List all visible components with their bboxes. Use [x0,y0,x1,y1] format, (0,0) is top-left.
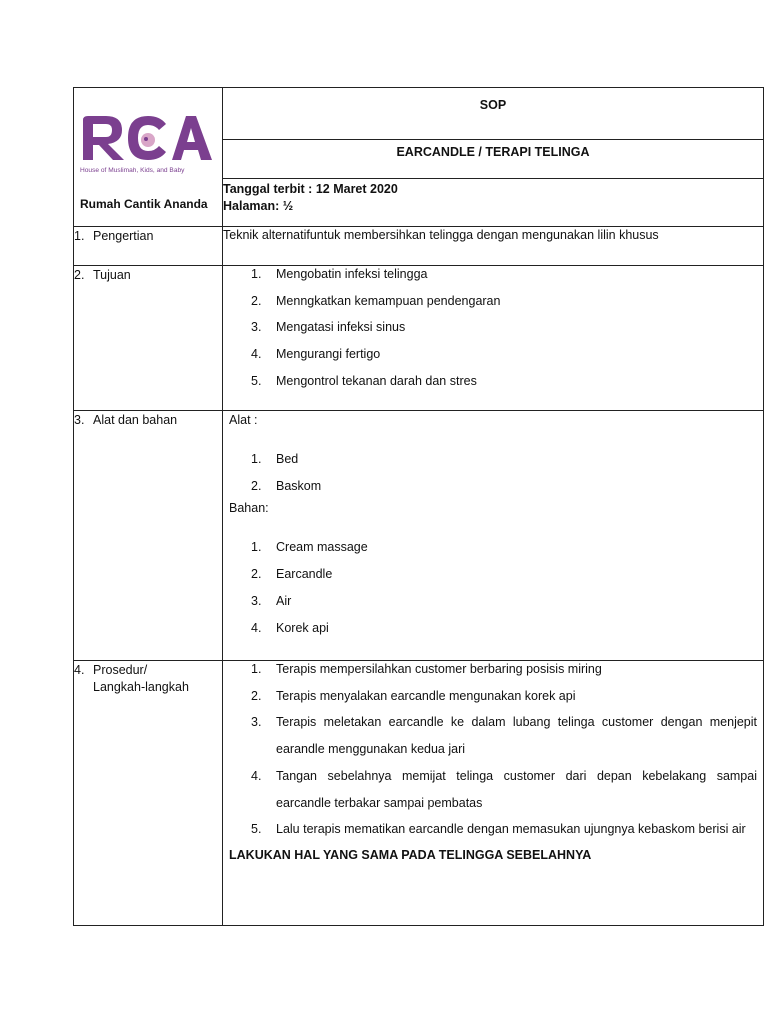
list-item: 4. Korek api [251,620,329,635]
sop-table [73,87,764,926]
pengertian-text: Teknik alternatifuntuk membersihkan telingga dengan mengunakan lilin khusus [223,227,764,266]
final-note: LAKUKAN HAL YANG SAMA PADA TELINGGA SEBELAHNYA [229,847,592,862]
organization-name: Rumah Cantik Ananda [80,197,208,211]
section-pengertian [74,227,764,266]
alat-list [223,446,763,499]
section-tujuan [74,266,764,411]
section-label [74,227,223,266]
document-subtitle: EARCANDLE / TERAPI TELINGA [223,139,764,179]
list-item: 1. Mengobatin infeksi telingga [251,267,428,281]
list-item: 1. Bed [251,452,299,466]
section-number: 4. [74,663,85,677]
section-number: 1. [74,229,85,243]
step-item: 1. Terapis mempersilahkan customer berbaring posisis miring [251,662,602,676]
list-item: 2. Menngkatkan kemampuan pendengaran [251,293,501,308]
tujuan-content [223,266,764,411]
section-alat-bahan [74,411,764,661]
tujuan-list [223,261,763,395]
prosedur-steps [223,656,763,843]
list-item: 5. Mengontrol tekanan darah dan stres [251,373,477,388]
section-prosedur [74,661,764,926]
step-item: 4. Tangan sebelahnya memijat telinga customer dari depan kebelakang sampai earcandle terbakar sampai pembatas [251,768,757,810]
rca-logo [80,110,216,177]
prosedur-content [223,661,764,926]
section-title: Pengertian [93,229,154,243]
step-item: 5. Lalu terapis mematikan earcandle dengan memasukan ujungnya kebaskom berisi air [251,822,746,837]
list-item: 4. Mengurangi fertigo [251,347,381,362]
list-item: 1. Cream massage [251,540,368,555]
list-item: 3. Air [251,593,292,608]
svg-text:House of Muslimah, Kids, and B: House of Muslimah, Kids, and Baby [80,167,185,174]
section-label [74,266,223,411]
page-indicator: Halaman: ½ [223,199,294,214]
document-meta [223,179,764,227]
list-item: 3. Mengatasi infeksi sinus [251,320,406,335]
section-title: Alat dan bahan [93,413,178,427]
section-number: 3. [74,413,85,427]
alat-bahan-content [223,411,764,661]
date-issued: Tanggal terbit : 12 Maret 2020 [223,182,398,197]
section-title: Tujuan [93,268,131,282]
section-label [74,411,223,661]
section-number: 2. [74,268,85,282]
section-label [74,661,223,926]
alat-heading: Alat : [229,413,258,427]
logo-cell [74,88,223,227]
rca-logo-icon [80,110,216,174]
step-item: 3. Terapis meletakan earcandle ke dalam lubang telinga customer dengan menjepit earandle menggunakan kedua jari [251,715,757,757]
document-title: SOP [223,88,764,140]
bahan-heading: Bahan: [229,501,269,516]
bahan-list [223,534,763,641]
step-item: 2. Terapis menyalakan earcandle mengunakan korek api [251,688,576,703]
section-title-continued: Langkah-langkah [93,680,189,694]
list-item: 2. Earcandle [251,567,333,582]
list-item: 2. Baskom [251,478,322,493]
section-title: Prosedur/ [93,663,148,677]
